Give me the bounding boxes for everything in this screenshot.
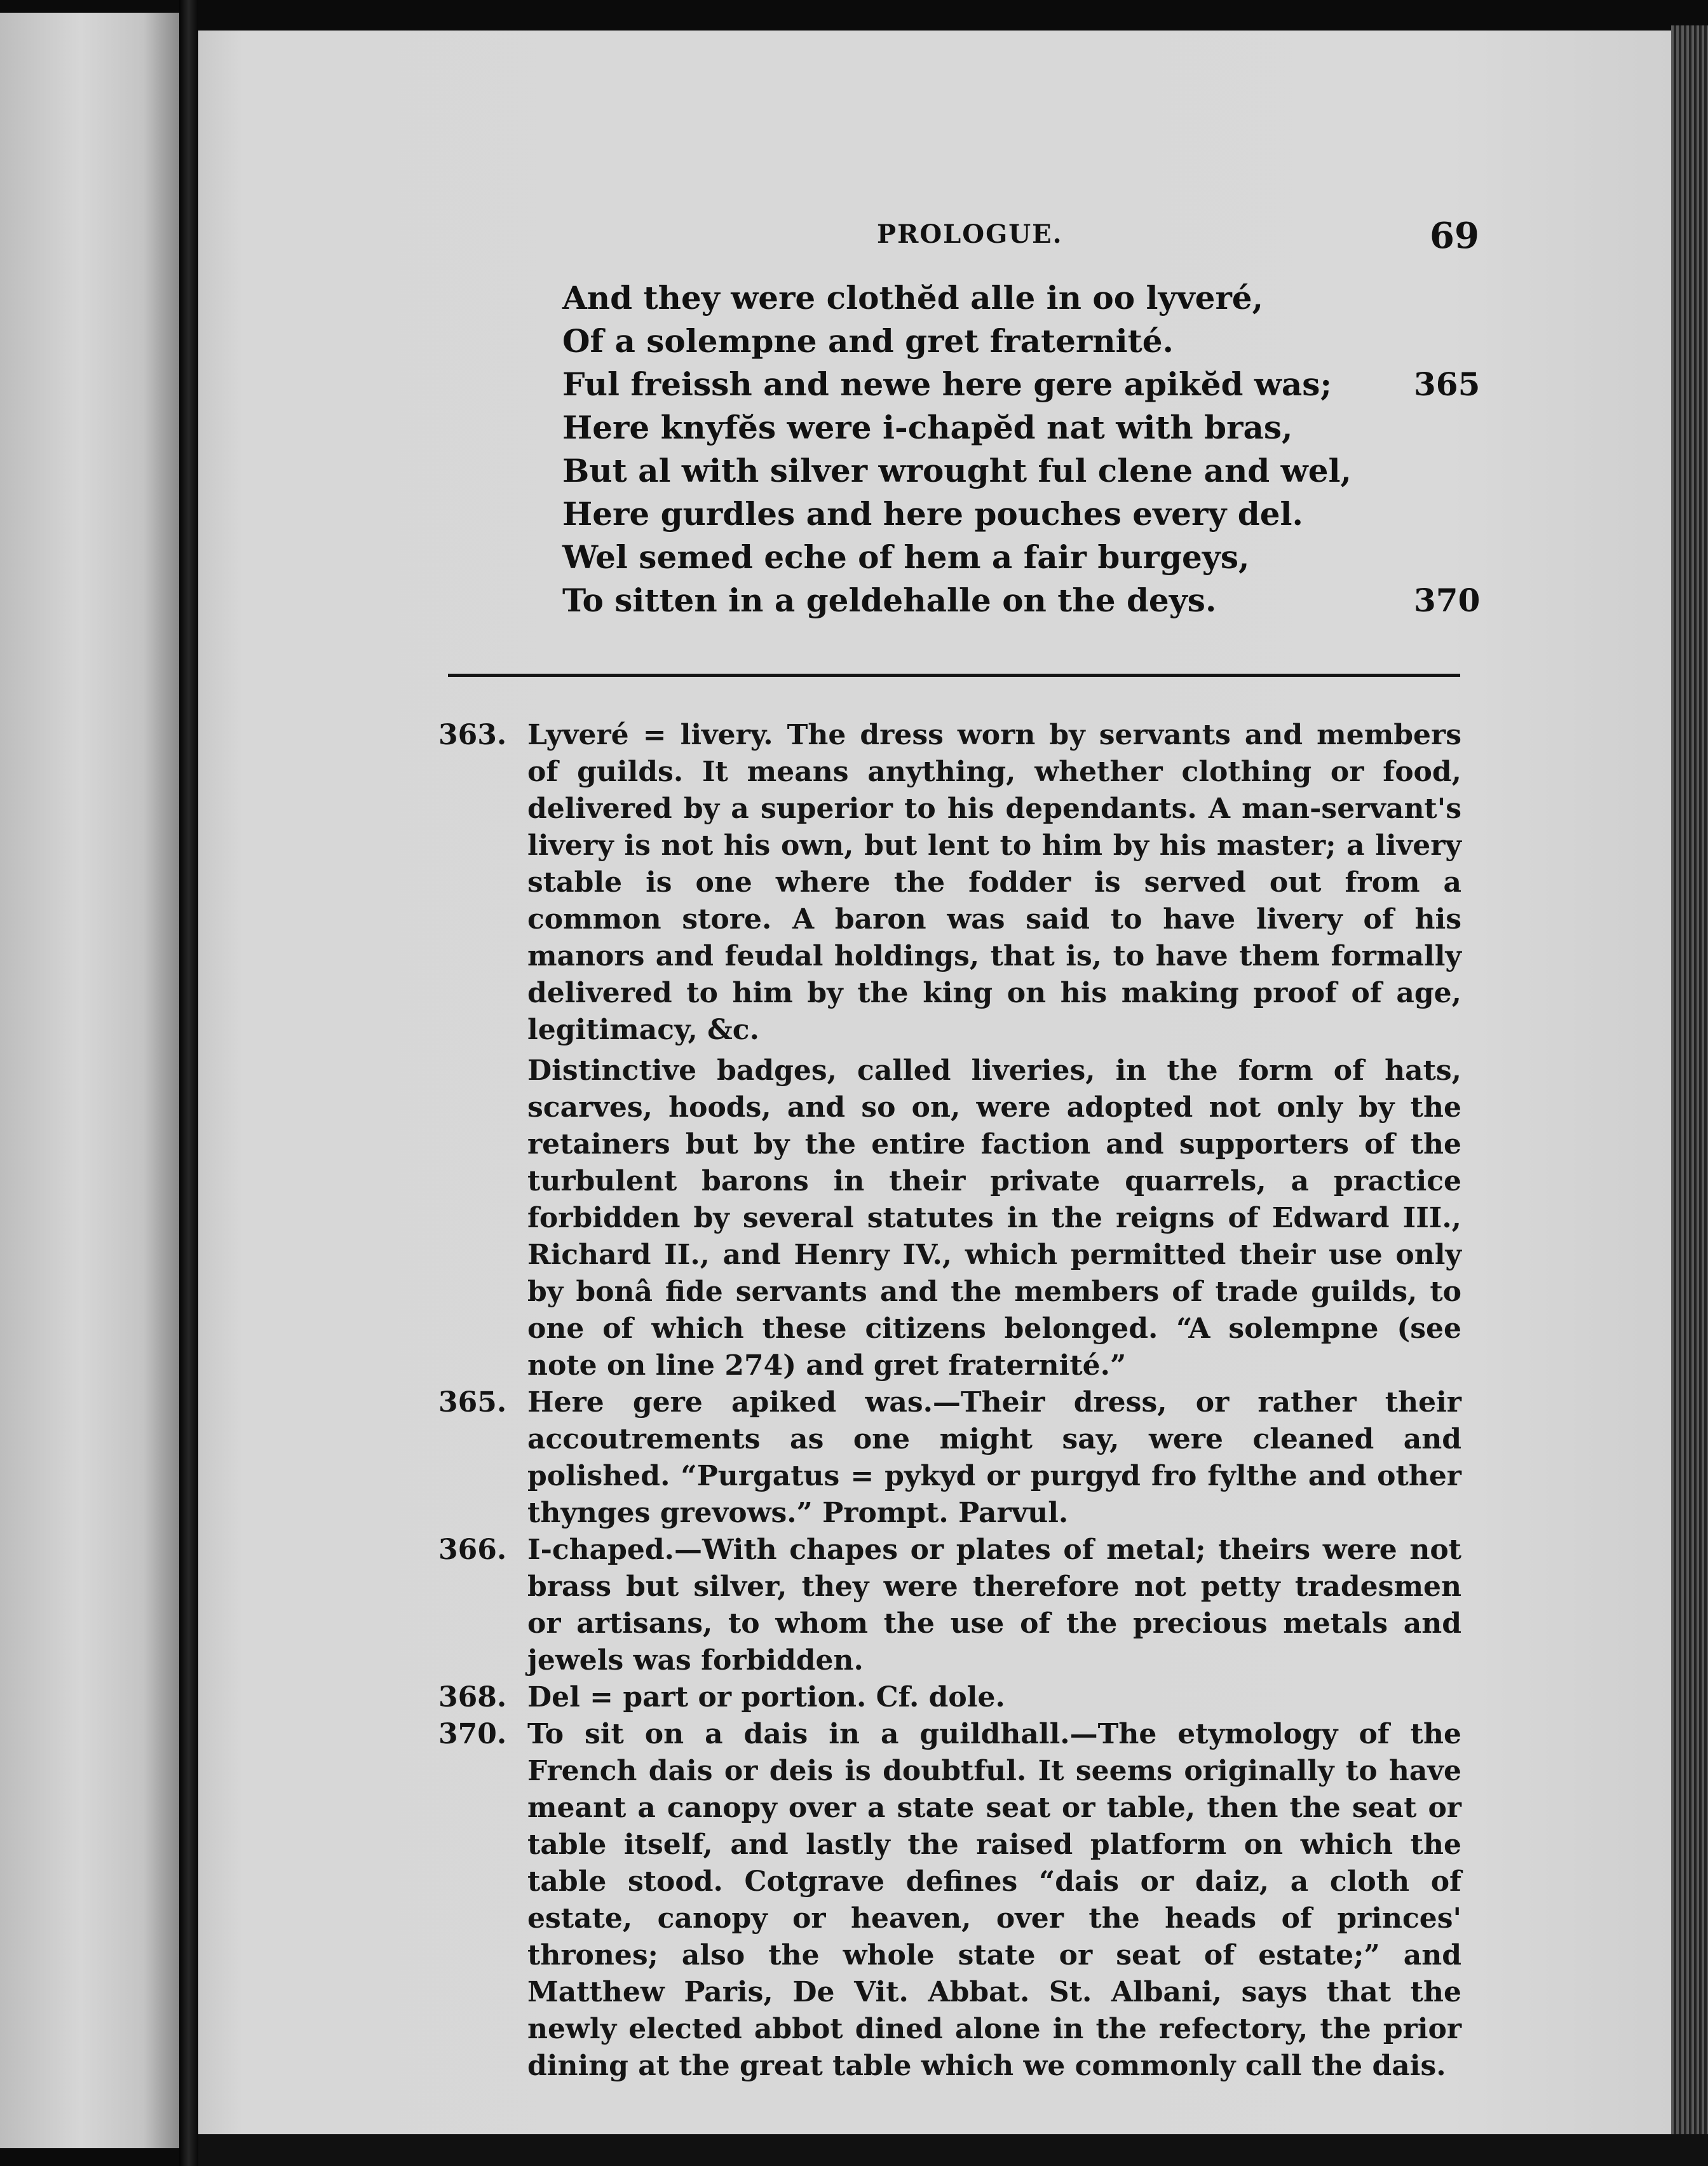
notes-section xyxy=(438,717,1461,2085)
footnote-divider xyxy=(448,674,1460,677)
verse-line xyxy=(562,276,1452,320)
line-number: 365 xyxy=(1414,365,1481,403)
verse-line xyxy=(562,536,1452,579)
verse-text: But al with silver wrought ful clene and wel, xyxy=(562,452,1352,489)
verse-line xyxy=(562,320,1452,363)
note-paragraph: Del = part or portion. Cf. dole. xyxy=(527,1681,1005,1713)
verse-text: Wel semed eche of hem a fair burgeys, xyxy=(562,538,1250,576)
verse-block xyxy=(562,276,1481,622)
verse-line xyxy=(562,406,1452,449)
note-number: 366. xyxy=(438,1534,507,1566)
page-stack-edge xyxy=(1671,25,1708,2148)
note-363 xyxy=(438,717,1461,1384)
note-366 xyxy=(438,1532,1461,1679)
note-paragraph: Here gere apiked was.—Their dress, or rather their accoutrements as one might say, were cleaned and polished. “Purgatus = pykyd or purgyd fro fylthe and other thynges grevows.” Prompt. Parvul. xyxy=(527,1386,1461,1529)
facing-page-edge xyxy=(0,13,179,2148)
note-number: 368. xyxy=(438,1681,507,1713)
note-number: 365. xyxy=(438,1386,507,1419)
note-paragraph: Distinctive badges, called liveries, in the form of hats, scarves, hoods, and so on, were adopted not only by the retainers but by the entire faction and supporters of the turbulent barons in their private quarrels, a practice forbidden by several statutes in the reigns of Edward III., Richard II., and Henry IV., which permitted their use only by bonâ fide servants and the members of trade guilds, to one of which these citizens belonged. “A solempne (see note on line 274) and gret fraternité.” xyxy=(527,1054,1461,1382)
note-paragraph: To sit on a dais in a guildhall.—The etymology of the French dais or deis is doubtful. It seems originally to have meant a canopy over a state seat or table, then the seat or table itself, and lastly the raised platform on which the table stood. Cotgrave defines “dais or daiz, a cloth of estate, canopy or heaven, over the heads of princes' thrones; also the whole state or seat of estate;” and Matthew Paris, De Vit. Abbat. St. Albani, says that the newly elected abbot dined alone in the refectory, the prior dining at the great table which we commonly call the dais. xyxy=(527,1718,1461,2082)
note-paragraph: Lyveré = livery. The dress worn by servants and members of guilds. It means anything, whether clothing or food, delivered by a superior to his dependants. A man-servant's livery is not his own, but lent to him by his master; a livery stable is one where the fodder is served out from a common store. A baron was said to have livery of his manors and feudal holdings, that is, to have them formally delivered to him by the king on his making proof of age, legitimacy, &c. xyxy=(527,719,1461,1046)
verse-text: Of a solempne and gret fraternité. xyxy=(562,322,1174,360)
line-number: 370 xyxy=(1414,582,1481,619)
note-370 xyxy=(438,1716,1461,2085)
verse-text: Here knyfĕs were i-chapĕd nat with bras, xyxy=(562,409,1293,446)
verse-text: Ful freissh and newe here gere apikĕd was; xyxy=(562,365,1332,403)
scan-border xyxy=(198,2134,1708,2166)
note-number: 370. xyxy=(438,1718,507,1750)
page-number: 69 xyxy=(1430,215,1479,257)
verse-text: To sitten in a geldehalle on the deys. xyxy=(562,582,1217,619)
running-head: PROLOGUE. xyxy=(877,219,1063,249)
verse-line xyxy=(562,363,1481,406)
verse-line xyxy=(562,579,1481,622)
verse-line xyxy=(562,449,1452,493)
note-number: 363. xyxy=(438,719,507,751)
verse-text: And they were clothĕd alle in oo lyveré, xyxy=(562,279,1264,317)
note-365 xyxy=(438,1384,1461,1532)
verse-text: Here gurdles and here pouches every del. xyxy=(562,495,1303,533)
note-368 xyxy=(438,1679,1461,1716)
note-paragraph: I-chaped.—With chapes or plates of metal; theirs were not brass but silver, they were therefore not petty tradesmen or artisans, to whom the use of the precious metals and jewels was forbidden. xyxy=(527,1534,1461,1677)
book-gutter xyxy=(179,0,198,2166)
verse-line xyxy=(562,493,1452,536)
